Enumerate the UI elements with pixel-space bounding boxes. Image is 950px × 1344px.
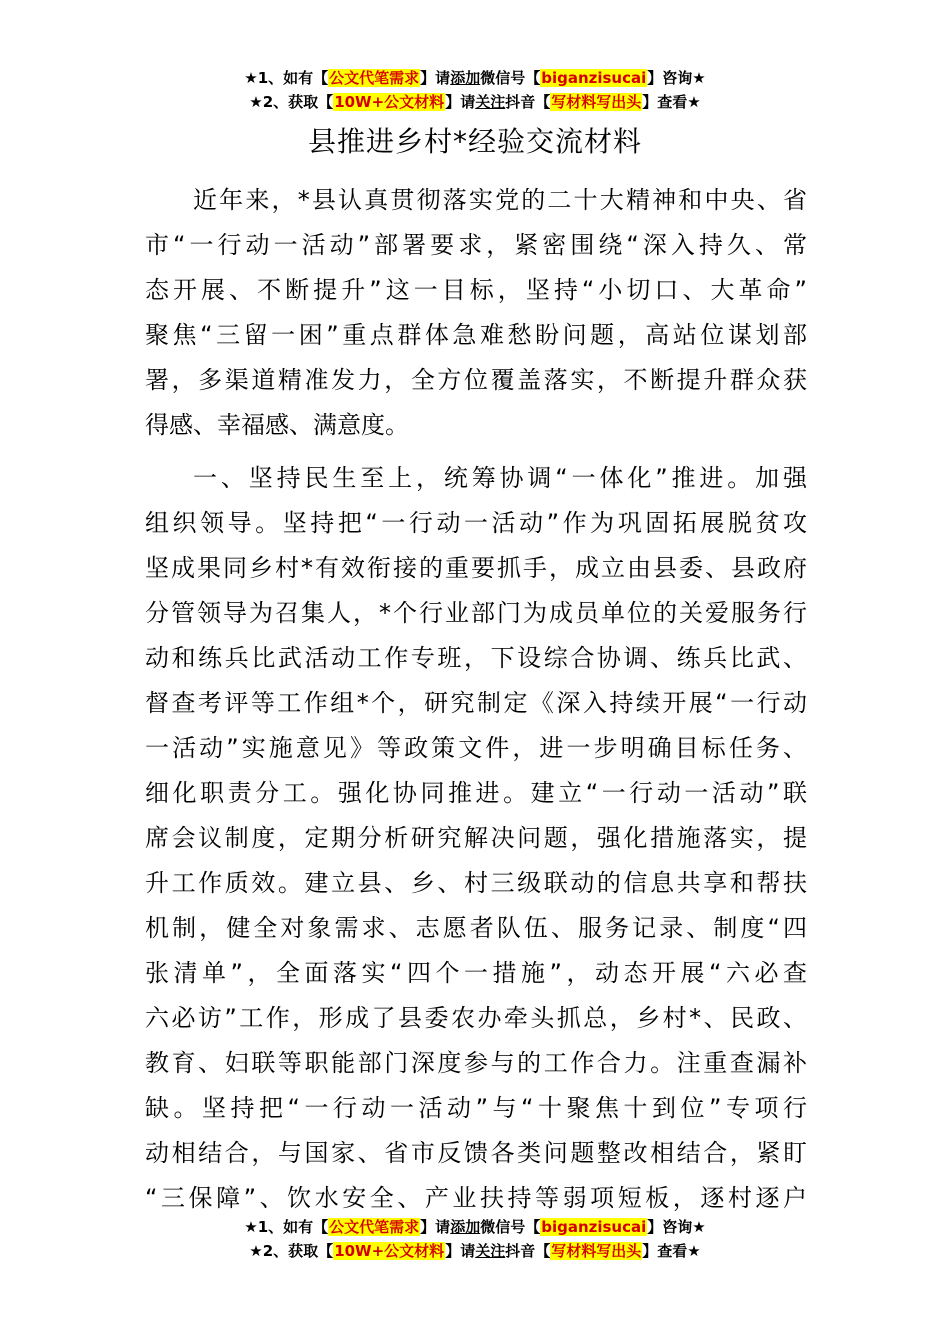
- text-line: 教育、妇联等职能部门深度参与的工作合力。注重查漏补: [145, 1049, 807, 1077]
- text-line: 一、坚持民生至上，统筹协调“一体化”推进。加强: [193, 464, 807, 492]
- text-line: “三保障”、饮水安全、产业扶持等弱项短板，逐村逐户: [145, 1184, 807, 1212]
- banner-text: 微信号【: [480, 69, 541, 87]
- paragraph-intro: [145, 178, 807, 448]
- banner-text: 】咨询★: [647, 1218, 706, 1236]
- highlight-wechat-id: biganzisucai: [541, 1218, 647, 1236]
- text-line: 坚成果同乡村*有效衔接的重要抓手，成立由县委、县政府: [145, 554, 807, 582]
- paragraph-section-1: [145, 456, 807, 1221]
- banner-text: ★2、获取【: [249, 1242, 334, 1260]
- highlight-wechat-id: biganzisucai: [541, 69, 647, 87]
- banner-text: ★1、如有【: [244, 1218, 329, 1236]
- text-line: 动和练兵比武活动工作专班，下设综合协调、练兵比武、: [145, 644, 807, 672]
- text-line: 市“一行动一活动”部署要求，紧密围绕“深入持久、常: [145, 231, 807, 259]
- banner-text: 】查看★: [642, 93, 701, 111]
- banner-underlined-text: 添加: [450, 69, 481, 87]
- banner-text: 微信号【: [480, 1218, 541, 1236]
- banner-text: 】请: [420, 1218, 451, 1236]
- text-line: 一活动”实施意见》等政策文件，进一步明确目标任务、: [145, 734, 807, 762]
- text-line: 督查考评等工作组*个，研究制定《深入持续开展“一行动: [145, 689, 807, 717]
- banner-text: ★1、如有【: [244, 69, 329, 87]
- text-line: 升工作质效。建立县、乡、村三级联动的信息共享和帮扶: [145, 869, 807, 897]
- highlight-douyin-account: 写材料写出头: [551, 93, 642, 111]
- banner-text: 】请: [420, 69, 451, 87]
- banner-underlined-text: 添加: [450, 1218, 481, 1236]
- highlight-materials: 10W+公文材料: [334, 1242, 445, 1260]
- text-line: 机制，健全对象需求、志愿者队伍、服务记录、制度“四: [145, 914, 807, 942]
- text-line: 署，多渠道精准发力，全方位覆盖落实，不断提升群众获: [145, 366, 807, 394]
- banner-text: 】查看★: [642, 1242, 701, 1260]
- text-line: 得感、幸福感、满意度。: [145, 411, 409, 439]
- banner-text: 】请: [445, 1242, 476, 1260]
- header-banner: [0, 66, 950, 114]
- banner-text: 】咨询★: [647, 69, 706, 87]
- header-banner-line-2: [0, 90, 950, 114]
- banner-text: 抖音【: [505, 93, 551, 111]
- banner-text: 】请: [445, 93, 476, 111]
- highlight-materials: 10W+公文材料: [334, 93, 445, 111]
- text-line: 组织领导。坚持把“一行动一活动”作为巩固拓展脱贫攻: [145, 509, 807, 537]
- text-line: 缺。坚持把“一行动一活动”与“十聚焦十到位”专项行: [145, 1094, 807, 1122]
- highlight-service: 公文代笔需求: [329, 69, 420, 87]
- document-title: 县推进乡村*经验交流材料: [307, 125, 642, 158]
- text-line: 六必访”工作，形成了县委农办牵头抓总，乡村*、民政、: [145, 1004, 807, 1032]
- text-line: 聚焦“三留一困”重点群体急难愁盼问题，高站位谋划部: [145, 321, 807, 349]
- footer-banner-line-2: [0, 1239, 950, 1263]
- banner-text: 抖音【: [505, 1242, 551, 1260]
- document-body: [145, 178, 807, 1229]
- highlight-service: 公文代笔需求: [329, 1218, 420, 1236]
- footer-banner: [0, 1215, 950, 1263]
- text-line: 态开展、不断提升”这一目标，坚持“小切口、大革命”: [145, 276, 807, 304]
- banner-text: ★2、获取【: [249, 93, 334, 111]
- text-line: 动相结合，与国家、省市反馈各类问题整改相结合，紧盯: [145, 1139, 807, 1167]
- text-line: 张清单”，全面落实“四个一措施”，动态开展“六必查: [145, 959, 807, 987]
- highlight-douyin-account: 写材料写出头: [551, 1242, 642, 1260]
- header-banner-line-1: [0, 66, 950, 90]
- text-line: 分管领导为召集人，*个行业部门为成员单位的关爱服务行: [145, 599, 807, 627]
- text-line: 近年来，*县认真贯彻落实党的二十大精神和中央、省: [193, 186, 807, 214]
- text-line: 席会议制度，定期分析研究解决问题，强化措施落实，提: [145, 824, 807, 852]
- banner-underlined-text: 关注: [475, 1242, 506, 1260]
- footer-banner-line-1: [0, 1215, 950, 1239]
- text-line: 细化职责分工。强化协同推进。建立“一行动一活动”联: [145, 779, 807, 807]
- banner-underlined-text: 关注: [475, 93, 506, 111]
